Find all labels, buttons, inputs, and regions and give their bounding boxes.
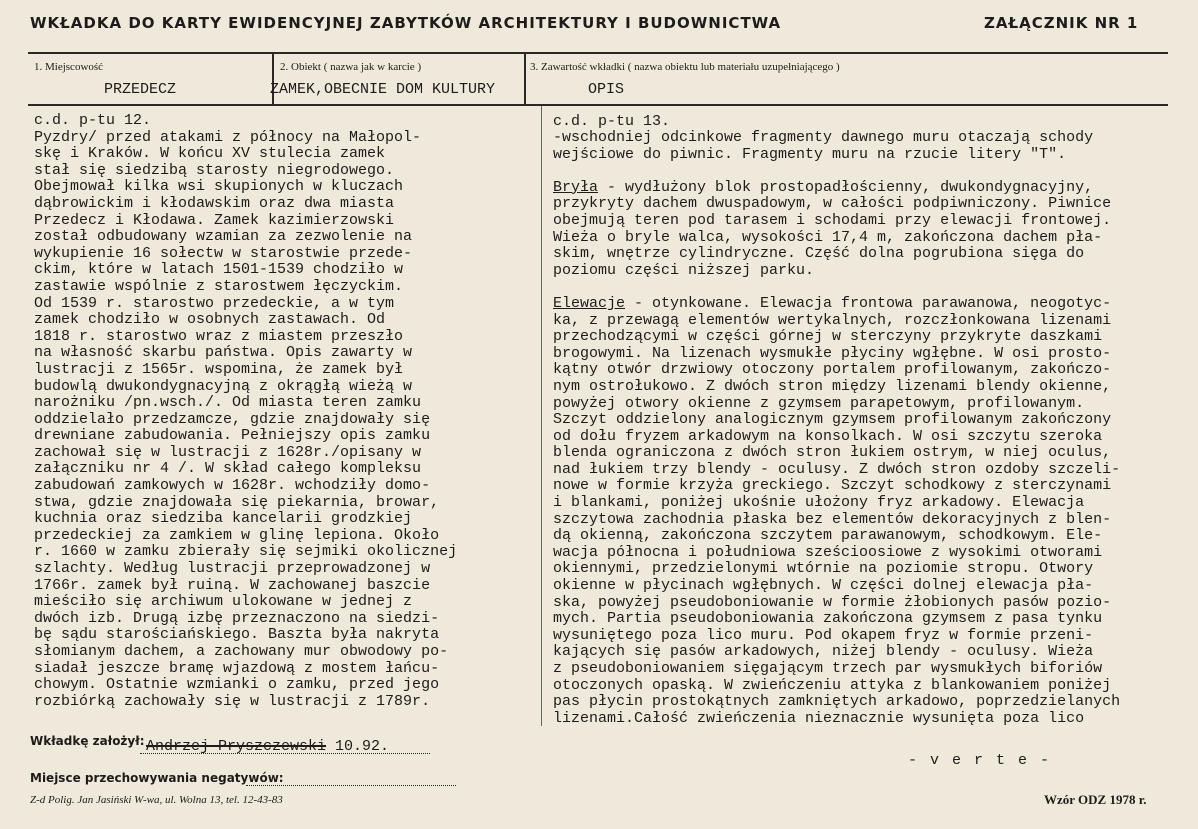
right-column-line: blenda ograniczona z dwóch stron łukiem ostrym, w niej oculus, bbox=[553, 444, 1112, 462]
field-divider-2 bbox=[524, 52, 526, 106]
locality-value: PRZEDECZ bbox=[104, 81, 177, 98]
right-column-line: pas płycin prostokątnych zamkniętych arkadowo, poprzedzielanych bbox=[553, 693, 1121, 711]
right-column-line: wejściowe do piwnic. Fragmenty muru na rzucie litery "T". bbox=[553, 145, 1067, 163]
right-column-line: okiennymi, przedzielonymi wtórnie na poziomie stropu. Otwory bbox=[553, 560, 1094, 578]
right-column-line: obejmują teren pod tarasem i schodami przy elewacji frontowej. bbox=[553, 211, 1112, 229]
left-column-line: chowym. Ostatnie wzmianki o zamku, przed jego bbox=[34, 676, 440, 694]
right-column-line: skim, wnętrze cylindryczne. Część dolna pogrubiona sięga do bbox=[553, 245, 1085, 263]
left-column-line: dąbrowickim i kłodawskim oraz dwa miasta bbox=[34, 194, 395, 212]
left-column-line: został odbudowany wzamian za zezwolenie na bbox=[34, 228, 413, 246]
left-column-line: lustracji z 1565r. wspomina, że zamek był bbox=[34, 360, 404, 378]
printer-imprint: Z-d Polig. Jan Jasiński W-wa, ul. Wolna 13, tel. 12-43-83 bbox=[30, 794, 283, 806]
right-column-line: wysuniętego poza lico muru. Pod okapem fryz w formie przeni- bbox=[553, 626, 1094, 644]
right-column-line: brogowymi. Na lizenach wysmukłe płyciny wgłębne. W osi prosto- bbox=[553, 344, 1112, 362]
right-column-line: Szczyt oddzielony analogicznym gzymsem profilowanym zakończony bbox=[553, 411, 1112, 429]
left-column-line: narożniku /pn.wsch./. Od miasta teren zamku bbox=[34, 394, 422, 412]
right-column-line: Wieża o bryle walca, wysokości 17,4 m, zakończona dachem pła- bbox=[553, 228, 1103, 246]
left-column-line: na własność skarbu państwa. Opis zawarty w bbox=[34, 344, 413, 362]
form-title: WKŁADKA DO KARTY EWIDENCYJNEJ ZABYTKÓW ARCHITEKTURY I BUDOWNICTWA bbox=[30, 14, 782, 32]
right-column-text bbox=[553, 130, 1120, 727]
top-rule bbox=[28, 52, 1168, 54]
compiler-date: 10.92. bbox=[335, 738, 390, 755]
section-heading: Bryła bbox=[553, 178, 599, 196]
right-column-line: mych. Partia pseudoboniowania zakończona gzymsem z pasa tynku bbox=[553, 610, 1103, 628]
negatives-dotted-line bbox=[246, 784, 456, 786]
compiler-label: Wkładkę założył: bbox=[30, 734, 145, 748]
left-column-line: c.d. p-tu 12. bbox=[34, 112, 152, 129]
compiler-name: Andrzej Pryszczewski bbox=[146, 738, 327, 755]
right-column-line: -wschodniej odcinkowe fragmenty dawnego muru otaczają schody bbox=[553, 129, 1094, 146]
object-label: 2. Obiekt ( nazwa jak w karcie ) bbox=[280, 61, 422, 73]
right-column-line: przykryty dachem dwuspadowym, w całości podpiwniczony. Piwnice bbox=[553, 195, 1112, 213]
left-column-line: budowlą dwukondygnacyjną z okrągłą wieżą w bbox=[34, 377, 413, 395]
right-column-line: okienne w płycinach wgłębnych. W części dolnej elewacja pła- bbox=[553, 577, 1094, 595]
left-column-line: wykupienie 16 sołectw w starostwie przede- bbox=[34, 244, 413, 262]
section-heading: Elewacje bbox=[553, 294, 626, 312]
left-column-line: r. 1660 w zamku zbierały się sejmiki okolicznej bbox=[34, 543, 458, 561]
left-column-line: Przedecz i Kłodawa. Zamek kazimierzowski bbox=[34, 211, 395, 229]
form-number: Wzór ODZ 1978 r. bbox=[1044, 792, 1147, 807]
left-column-line: 1818 r. starostwo wraz z miastem przeszło bbox=[34, 327, 404, 345]
right-column-line: dą okienną, zakończona szczytem parawanowym, schodkowym. Ele- bbox=[553, 527, 1103, 545]
left-column-text bbox=[34, 113, 457, 710]
right-column-line: szczytowa zachodnia płaska bez elementów dekoracyjnych z blen- bbox=[553, 510, 1112, 528]
left-column-line: siadał jeszcze bramę wjazdową z mostem łańcu- bbox=[34, 659, 440, 677]
right-column-line: powyżej otwory okienne z gzymsem parapetowym, profilowanym. bbox=[553, 394, 1085, 412]
right-column-line: ska, powyżej pseudoboniowanie w formie żłobionych pasów pozio- bbox=[553, 593, 1112, 611]
left-column-line: 1766r. zamek był ruiną. W zachowanej baszcie bbox=[34, 576, 431, 594]
annex-number: ZAŁĄCZNIK NR 1 bbox=[984, 14, 1139, 32]
negatives-label: Miejsce przechowywania negatywów: bbox=[30, 771, 284, 785]
right-column-line: kątny otwór drzwiowy otoczony portalem profilowanym, zakończo- bbox=[553, 361, 1112, 379]
right-column-line: wacja północna i południowa sześcioosiowe z wysokimi otworami bbox=[553, 543, 1103, 561]
right-column-line: od dołu fryzem arkadowym na konsolkach. W osi szczytu szeroka bbox=[553, 427, 1103, 445]
right-column-line: nym ostrołukowo. Z dwóch stron między lizenami blendy okienne, bbox=[553, 377, 1112, 395]
left-column-line: zastawie wspólnie z starostwem łęczyckim. bbox=[34, 277, 404, 295]
left-column-line: skę i Kraków. W końcu XV stulecia zamek bbox=[34, 145, 386, 163]
left-column-line: Od 1539 r. starostwo przedeckie, a w tym bbox=[34, 294, 395, 312]
right-column-line: nad łukiem trzy blendy - oculusy. Z dwóch stron ozdoby szczeli- bbox=[553, 460, 1121, 478]
left-column-line: drewniane zabudowania. Pełniejszy opis zamku bbox=[34, 427, 431, 445]
object-value: ZAMEK,OBECNIE DOM KULTURY bbox=[270, 81, 496, 98]
left-column-line: Pyzdry/ przed atakami z północy na Małopol- bbox=[34, 128, 422, 146]
left-column-line: bę sądu starościańskiego. Baszta była nakryta bbox=[34, 626, 440, 644]
left-column-line: kuchnia oraz siedziba kancelarii grodzkiej bbox=[34, 510, 413, 528]
right-column-line: Elewacje - otynkowane. Elewacja frontowa parawanowa, neogotyc- bbox=[553, 294, 1112, 312]
left-column-line: stwa, gdzie znajdowała się piekarnia, browar, bbox=[34, 493, 440, 511]
left-column-line: Obejmował kilka wsi skupionych w kluczach bbox=[34, 178, 404, 196]
left-column-line: mieściło się archiwum ulokowane w jednej z bbox=[34, 593, 413, 611]
contents-label: 3. Zawartość wkładki ( nazwa obiektu lub materiału uzupełniającego ) bbox=[530, 61, 840, 73]
right-column-line: ka, z przewagą elementów wertykalnych, rozczłonkowana lizenami bbox=[553, 311, 1112, 329]
right-column-line: Bryła - wydłużony blok prostopadłościenny, dwukondygnacyjny, bbox=[553, 178, 1094, 196]
right-column-line bbox=[553, 279, 1120, 296]
right-column-line: poziomu części niższej parku. bbox=[553, 261, 815, 279]
left-column-line: oddzielało przedzamcze, gdzie znajdowały się bbox=[34, 410, 431, 428]
right-column-line: przechodzącymi w części górnej w sterczyny przykryte daszkami bbox=[553, 328, 1103, 346]
fields-rule bbox=[28, 104, 1168, 106]
right-column-line: kających się pasów arkadowych, niżej blendy - oculusy. Wieża bbox=[553, 643, 1094, 661]
left-column-line: słomianym dachem, a zachowany mur obwodowy po- bbox=[34, 643, 449, 660]
left-column-line: zamek chodziło w osobnych zastawach. Od bbox=[34, 311, 386, 329]
left-column-line: przedeckiej za zamkiem w glinę lepiona. Około bbox=[34, 526, 440, 544]
left-column-line: stał się siedzibą starosty niegrodowego. bbox=[34, 161, 395, 179]
left-column-line: zachował się w lustracji z 1628r./opisany w bbox=[34, 443, 422, 461]
column-divider bbox=[541, 106, 542, 726]
left-column-line: zabudowań zamkowych w 1628r. wchodziły domo- bbox=[34, 477, 431, 495]
right-column-line: nowe w formie krzyża greckiego. Szczyt schodkowy z sterczynami bbox=[553, 477, 1112, 495]
compiler-dotted-line bbox=[140, 752, 430, 754]
right-column-line: i blankami, poniżej ukośnie ułożony fryz arkadowy. Elewacja bbox=[553, 494, 1085, 512]
locality-label: 1. Miejscowość bbox=[34, 61, 104, 73]
right-column-line: otoczonych opaską. W zwieńczeniu attyka z blankowaniem poniżej bbox=[553, 676, 1112, 694]
left-column-line: rozbiórką zachowały się w lustracji z 1789r. bbox=[34, 692, 431, 710]
right-column-line bbox=[553, 163, 1120, 180]
left-column-line: dwóch izb. Drugą izbę przeznaczono na siedzi- bbox=[34, 609, 440, 627]
left-column-line: ckim, które w latach 1501-1539 chodziło w bbox=[34, 261, 404, 279]
right-column-line: lizenami.Całość zwieńczenia nieznacznie wysunięta poza lico bbox=[553, 709, 1085, 727]
left-column-line: załączniku nr 4 /. W skład całego kompleksu bbox=[34, 460, 422, 478]
left-column-line: szlachty. Według lustracji przeprowadzonej w bbox=[34, 560, 431, 578]
verte-note: - v e r t e - bbox=[908, 752, 1052, 769]
contents-value: OPIS bbox=[588, 81, 625, 98]
right-column-heading: c.d. p-tu 13. bbox=[553, 113, 671, 130]
right-column-line: z pseudoboniowaniem sięgającym trzech par wysmukłych biforiów bbox=[553, 660, 1103, 677]
